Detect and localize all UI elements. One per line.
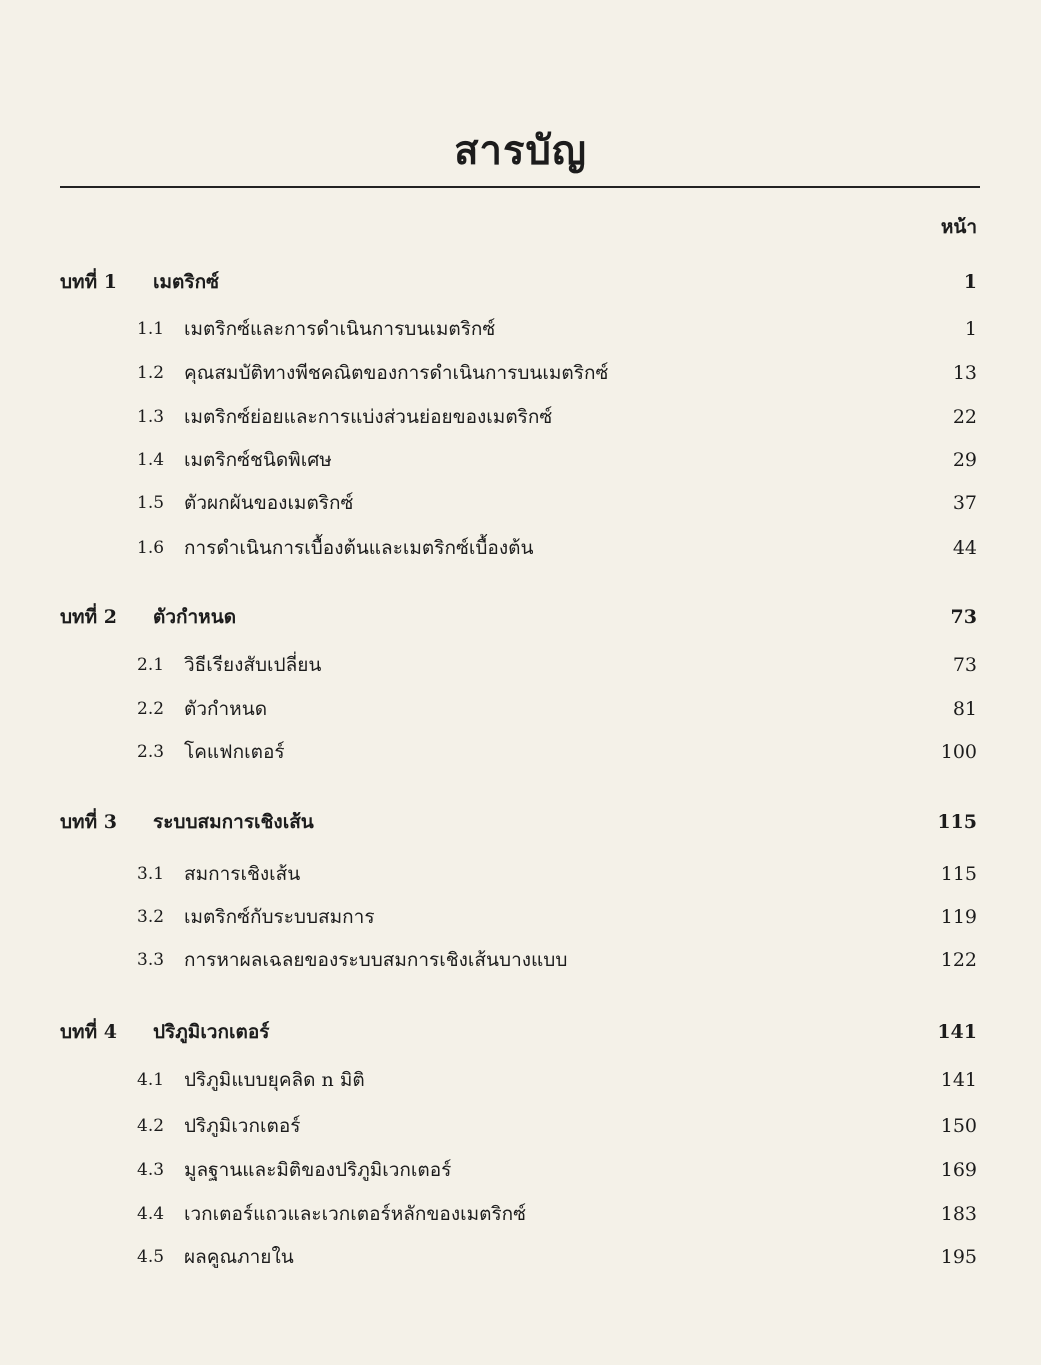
section-title: การหาผลเฉลยของระบบสมการเชิงเส้นบางแบบ [184,949,568,971]
section-page: 169 [940,1159,977,1181]
section-page: 13 [952,362,977,384]
section-title: โคแฟกเตอร์ [184,741,285,763]
section-title: เมตริกซ์กับระบบสมการ [184,906,375,928]
toc-section [0,900,1041,934]
chapter-page: 115 [937,811,977,833]
toc-section [0,443,1041,477]
toc-section [0,692,1041,726]
chapter-title: ตัวกำหนด [153,606,237,628]
toc-section [0,1153,1041,1187]
toc-section [0,1240,1041,1274]
toc-chapter-2 [0,600,1041,634]
toc-section [0,486,1041,520]
section-title: สมการเชิงเส้น [184,863,301,885]
section-title: ผลคูณภายใน [184,1246,294,1268]
chapter-page: 141 [937,1021,977,1043]
toc-section [0,312,1041,346]
section-title: วิธีเรียงสับเปลี่ยน [184,654,322,676]
section-page: 29 [952,449,977,471]
section-number: 4.3 [137,1160,165,1180]
toc-section [0,735,1041,769]
section-page: 122 [940,949,977,971]
section-number: 2.1 [137,655,165,675]
chapter-label: บทที่ 1 [60,271,117,293]
toc-chapter-3 [0,805,1041,839]
section-title: ตัวผกผันของเมตริกซ์ [184,492,354,514]
section-title: ปริภูมิเวกเตอร์ [184,1115,301,1137]
toc-section [0,857,1041,891]
title-divider [60,186,980,188]
toc-section [0,400,1041,434]
section-title: ปริภูมิแบบยุคลิด n มิติ [184,1069,365,1091]
page-title: สารบัญ [454,127,587,174]
toc-section [0,1063,1041,1097]
section-page: 73 [952,654,977,676]
toc-section [0,943,1041,977]
toc-section [0,356,1041,390]
section-title: เมตริกซ์ชนิดพิเศษ [184,449,332,471]
section-page: 195 [940,1246,977,1268]
page-column-label: หน้า [940,216,977,238]
section-page: 115 [940,863,977,885]
toc-section [0,1109,1041,1143]
toc-chapter-4 [0,1015,1041,1049]
section-number: 2.2 [137,699,165,719]
section-title: เมตริกซ์ย่อยและการแบ่งส่วนย่อยของเมตริกซ์ [184,406,553,428]
section-number: 4.5 [137,1247,165,1267]
section-title: เวกเตอร์แถวและเวกเตอร์หลักของเมตริกซ์ [184,1203,527,1225]
section-number: 2.3 [137,742,165,762]
section-number: 4.1 [137,1070,165,1090]
section-number: 3.1 [137,864,165,884]
toc-section [0,648,1041,682]
chapter-page: 1 [963,271,977,293]
toc-section [0,1197,1041,1231]
section-page: 100 [940,741,977,763]
section-number: 1.5 [137,493,165,513]
section-page: 119 [940,906,977,928]
section-page: 37 [952,492,977,514]
section-title: คุณสมบัติทางพีชคณิตของการดำเนินการบนเมตริกซ์ [184,362,609,384]
section-number: 3.3 [137,950,165,970]
chapter-label: บทที่ 2 [60,606,117,628]
section-number: 1.6 [137,538,165,558]
chapter-title: ปริภูมิเวกเตอร์ [153,1021,270,1043]
section-title: เมตริกซ์และการดำเนินการบนเมตริกซ์ [184,318,496,340]
chapter-label: บทที่ 4 [60,1021,117,1043]
toc-section [0,531,1041,565]
section-page: 1 [964,318,977,340]
section-page: 150 [940,1115,977,1137]
section-number: 4.2 [137,1116,165,1136]
section-number: 1.1 [137,319,165,339]
section-number: 1.2 [137,363,165,383]
section-page: 44 [952,537,977,559]
section-number: 3.2 [137,907,165,927]
section-page: 141 [940,1069,977,1091]
chapter-title: ระบบสมการเชิงเส้น [153,811,314,833]
section-page: 81 [952,698,977,720]
section-page: 22 [952,406,977,428]
section-number: 1.3 [137,407,165,427]
section-page: 183 [940,1203,977,1225]
chapter-label: บทที่ 3 [60,811,117,833]
section-number: 4.4 [137,1204,165,1224]
toc-chapter-1 [0,265,1041,299]
section-number: 1.4 [137,450,165,470]
section-title: มูลฐานและมิติของปริภูมิเวกเตอร์ [184,1159,452,1181]
chapter-page: 73 [950,606,977,628]
chapter-title: เมตริกซ์ [153,271,219,293]
section-title: การดำเนินการเบื้องต้นและเมตริกซ์เบื้องต้น [184,537,534,559]
section-title: ตัวกำหนด [184,698,268,720]
